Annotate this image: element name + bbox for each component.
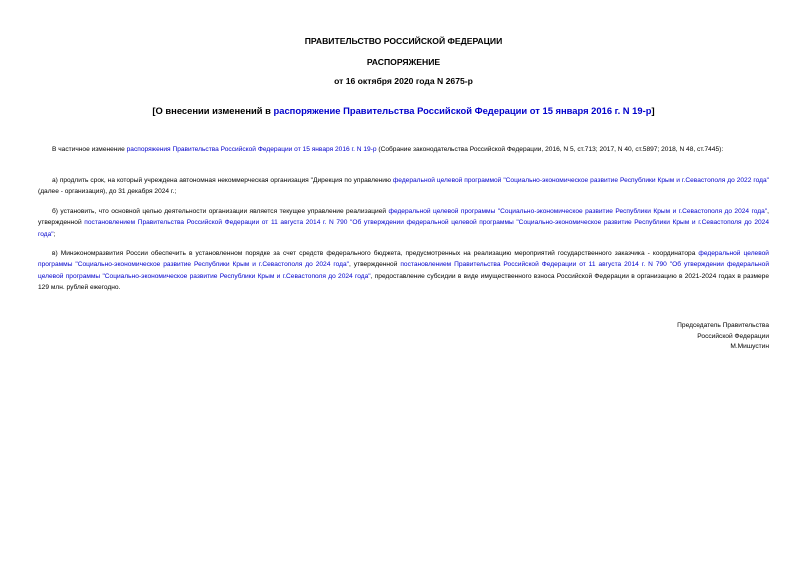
issuing-authority: ПРАВИТЕЛЬСТВО РОССИЙСКОЙ ФЕДЕРАЦИИ [304,36,503,46]
item-a-text-1: а) продлить срок, на который учреждена автономная некоммерческая организация "Дирекция по управлению [52,177,393,184]
intro-order-link[interactable]: распоряжения Правительства Российской Федерации от 15 января 2016 г. N 19-р [126,146,377,153]
intro-text-1: В частичное изменение [52,146,127,153]
signature-organization: Российской Федерации [697,333,769,340]
title-suffix: ] [651,105,655,116]
intro-paragraph [38,144,769,155]
title-amended-order-link[interactable]: распоряжение Правительства Российской Федерации от 15 января 2016 г. N 19-р [273,105,652,116]
item-c-paragraph [38,248,769,294]
item-b-text-2: , утвержденной [38,208,769,227]
document-date-number: от 16 октября 2020 года N 2675-р [334,76,473,86]
item-c-program-link[interactable]: федеральной целевой программы "Социально-экономическое развитие Республики Крым и г.Севастополя до 2024 года" [38,250,769,269]
item-a-paragraph [38,175,769,198]
document-title [38,105,769,117]
item-c-text-2: , утвержденной [348,261,401,269]
item-b-text-3: ; [53,230,56,238]
intro-text-2: (Собрание законодательства Российской Федерации, 2016, N 5, ст.713; 2017, N 40, ст.5897; 2018, N 48, ст.7445): [376,146,724,153]
item-b-resolution-link[interactable]: постановлением Правительства Российской Федерации от 11 августа 2014 г. N 790 "Об утверждении федеральной целевой программы "Социально-экономическое развитие Республики Крым и г.Севастополя до 2024 года" [38,219,769,238]
item-a-text-2: (далее - организация), до 31 декабря 2024 г.; [38,188,177,196]
signature-position: Председатель Правительства [677,322,769,329]
item-b-text-1: б) установить, что основной целью деятельности организации является текущее управление реализацией [52,208,389,215]
title-prefix: [О внесении изменений в [152,105,274,116]
item-c-resolution-link[interactable]: постановлением Правительства Российской Федерации от 11 августа 2014 г. N 790 "Об утверждении федеральной целевой программы "Социально-экономическое развитие Республики Крым и г.Севастополя до 2024 года" [38,261,770,280]
item-c-text-1: в) Минэкономразвития России обеспечить в установленном порядке за счет средств федерального бюджета, предусмотренных на реализацию мероприятий государственного заказчика - координатора [52,250,699,257]
document-type: РАСПОРЯЖЕНИЕ [366,57,441,67]
item-a-program-link[interactable]: федеральной целевой программой "Социально-экономическое развитие Республики Крым и г.Севастополя до 2022 года" [392,177,769,184]
signature-name: М.Мишустин [730,343,769,350]
document-page [38,0,769,571]
item-c-text-3: , предоставление субсидии в виде имущественного взноса Российской Федерации в организацию в 2021-2024 годах в размере 129 млн. рублей ежегодно. [38,272,769,292]
item-b-program-link[interactable]: федеральной целевой программы "Социально-экономическое развитие Республики Крым и г.Севастополя до 2024 года" [388,208,768,215]
item-b-paragraph [38,206,769,240]
